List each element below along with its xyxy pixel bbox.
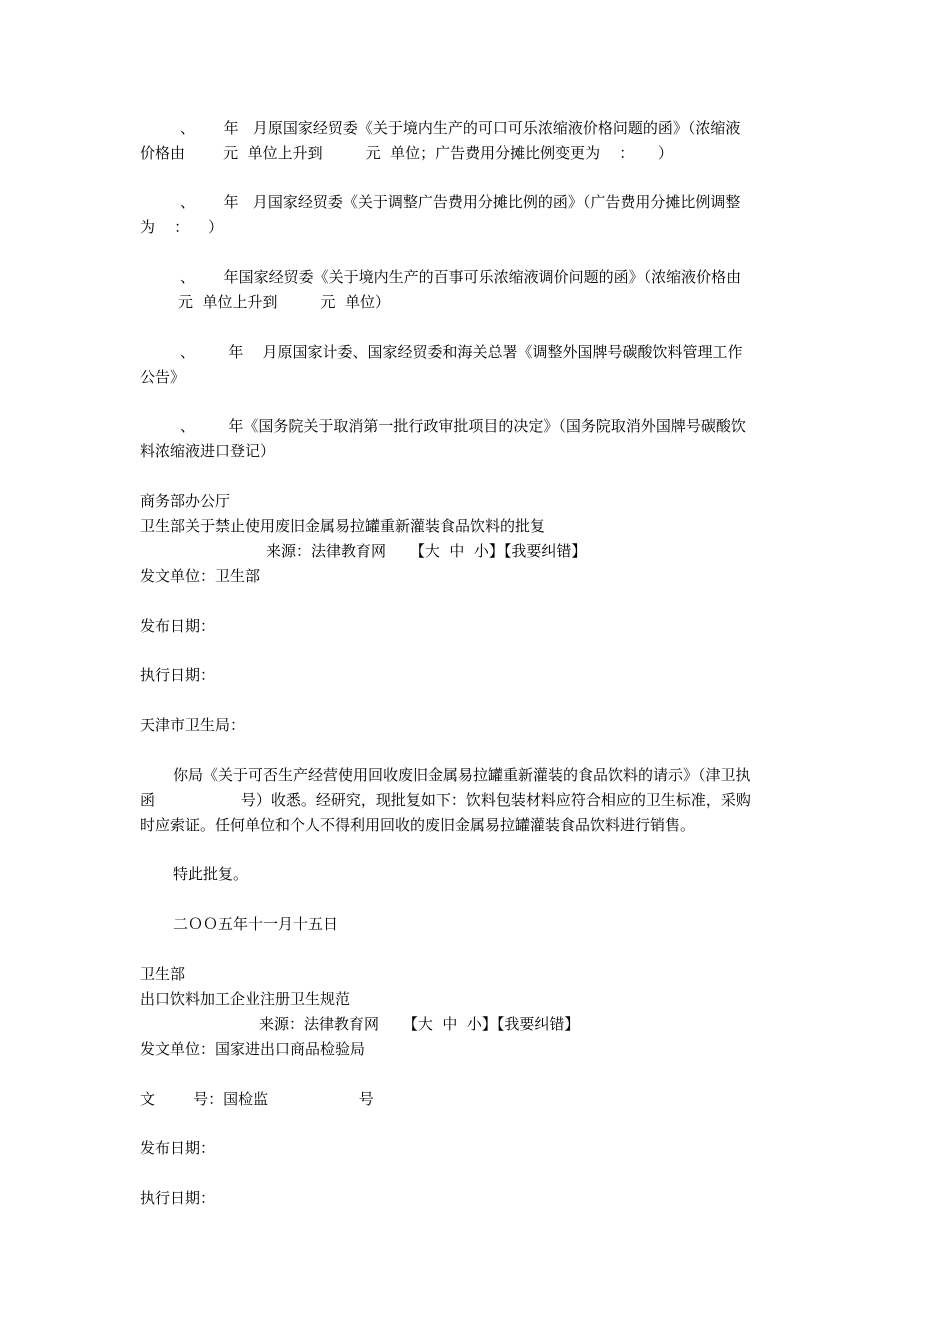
item-2-line-2: 为 ： ） xyxy=(140,218,224,236)
doc2-title: 出口饮料加工企业注册卫生规范 xyxy=(140,990,351,1008)
doc1-addressee: 天津市卫生局： xyxy=(140,716,246,734)
item-5-line-2: 料浓缩液进口登记） xyxy=(140,442,276,460)
signature-commerce-office: 商务部办公厅 xyxy=(140,492,231,510)
doc1-body-line-2: 函 号）收悉。经研究，现批复如下：饮料包装材料应符合相应的卫生标准，采购 xyxy=(140,791,751,809)
item-3-line-2: 元 单位上升到 元 单位） xyxy=(178,293,390,311)
doc1-body-line-1: 你局《关于可否生产经营使用回收废旧金属易拉罐重新灌装的食品饮料的请示》（津卫执 xyxy=(173,766,751,784)
item-3-line-1: 、 年国家经贸委《关于境内生产的百事可乐浓缩液调价问题的函》（浓缩液价格由 xyxy=(180,268,742,286)
doc1-publish-date: 发布日期： xyxy=(140,617,216,635)
doc1-date: 二ＯＯ五年十一月十五日 xyxy=(173,915,339,933)
item-1-line-1: 、 年 月原国家经贸委《关于境内生产的可口可乐浓缩液价格问题的函》（浓缩液 xyxy=(180,119,741,137)
doc1-body-line-3: 时应索证。任何单位和个人不得利用回收的废旧金属易拉罐灌装食品饮料进行销售。 xyxy=(140,816,696,834)
doc1-title: 卫生部关于禁止使用废旧金属易拉罐重新灌装食品饮料的批复 xyxy=(140,517,546,535)
doc2-document-number: 文 号：国检监 号 xyxy=(140,1090,374,1108)
item-4-line-1: 、 年 月原国家计委、国家经贸委和海关总署《调整外国牌号碳酸饮料管理工作 xyxy=(180,343,743,361)
doc2-publish-date: 发布日期： xyxy=(140,1139,216,1157)
doc1-signature: 卫生部 xyxy=(140,965,186,983)
item-1-line-2: 价格由 元 单位上升到 元 单位；广告费用分摊比例变更为 ： ） xyxy=(140,144,674,162)
doc2-source-line: 来源：法律教育网 【大 中 小】【我要纠错】 xyxy=(259,1015,580,1033)
doc1-closing: 特此批复。 xyxy=(173,865,249,883)
doc1-issuer: 发文单位：卫生部 xyxy=(140,567,261,585)
item-4-line-2: 公告》 xyxy=(140,368,186,386)
doc2-exec-date: 执行日期： xyxy=(140,1189,216,1207)
item-5-line-1: 、 年《国务院关于取消第一批行政审批项目的决定》（国务院取消外国牌号碳酸饮 xyxy=(180,417,746,435)
doc1-exec-date: 执行日期： xyxy=(140,666,216,684)
doc1-source-line: 来源：法律教育网 【大 中 小】【我要纠错】 xyxy=(266,542,587,560)
item-2-line-1: 、 年 月国家经贸委《关于调整广告费用分摊比例的函》（广告费用分摊比例调整 xyxy=(180,193,741,211)
doc2-issuer: 发文单位：国家进出口商品检验局 xyxy=(140,1040,366,1058)
